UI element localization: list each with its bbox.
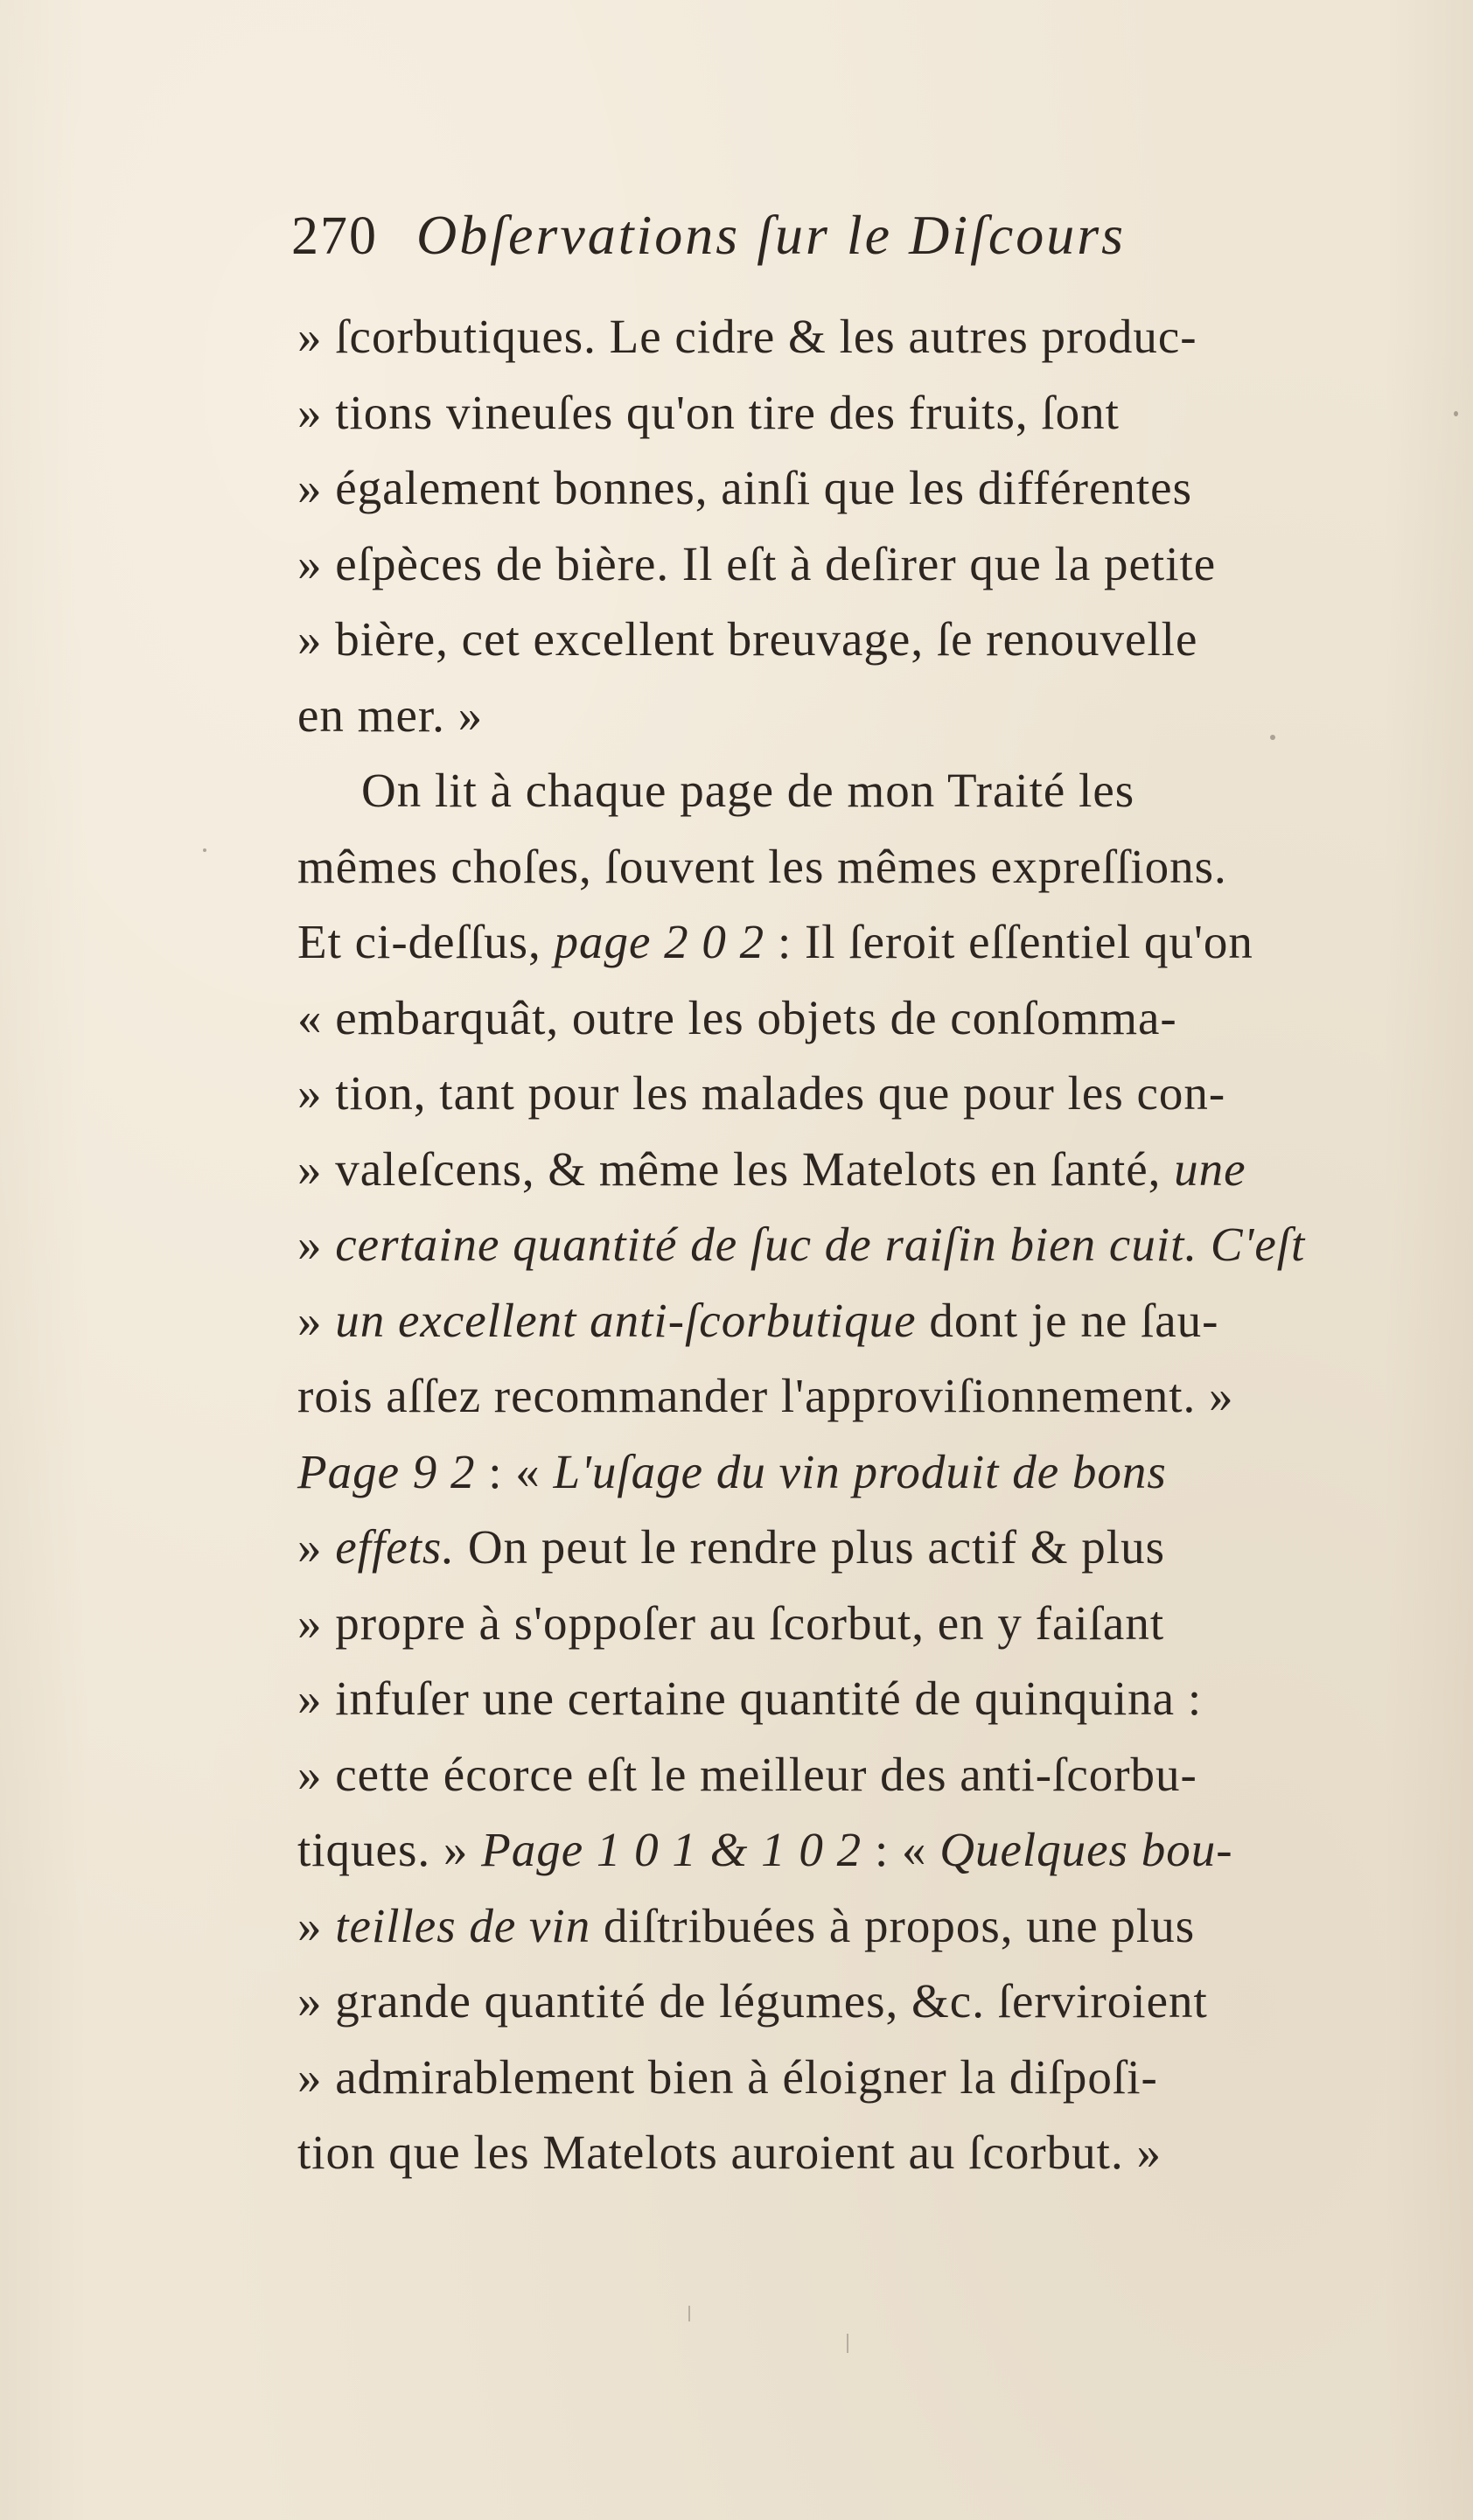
text-line xyxy=(297,1661,1347,1737)
italic-segment: Quelques bou- xyxy=(939,1823,1233,1876)
italic-segment: page 2 0 2 xyxy=(554,915,765,968)
text-segment: » valeſcens, & même les Matelots en ſanté, xyxy=(297,1141,1175,1196)
text-line xyxy=(297,1586,1347,1662)
text-segment: « embarquât, outre les objets de conſomma- xyxy=(297,990,1177,1044)
text-line xyxy=(297,1132,1347,1208)
text-line xyxy=(297,375,1347,451)
text-segment: » cette écorce eſt le meilleur des anti-ſcorbu- xyxy=(297,1747,1197,1801)
text-segment: » xyxy=(297,1898,336,1952)
text-segment: : Il ſeroit eſſentiel qu'on xyxy=(764,915,1253,968)
italic-segment: teilles de vin xyxy=(335,1898,591,1952)
text-segment: » xyxy=(297,1218,336,1271)
text-segment: » infuſer une certaine quantité de quinquina : xyxy=(297,1672,1203,1725)
text-line xyxy=(297,1207,1347,1283)
text-segment: On lit à chaque page de mon Traité les xyxy=(361,764,1135,817)
text-line xyxy=(297,602,1347,678)
text-segment: rois aſſez recommander l'approviſionnement. » xyxy=(297,1369,1234,1422)
text-segment: » admirablement bien à éloigner la diſpoſi- xyxy=(297,2049,1158,2104)
italic-segment: certaine quantité de ſuc de raiſin bien cuit. C'eſt xyxy=(335,1218,1306,1271)
paper-speck xyxy=(1270,735,1275,740)
italic-segment: Page 9 2 xyxy=(297,1444,476,1498)
text-segment: » xyxy=(297,1293,336,1347)
text-segment: » propre à s'oppoſer au ſcorbut, en y faiſant xyxy=(297,1595,1165,1650)
text-segment: dont je ne ſau- xyxy=(916,1293,1219,1347)
text-segment: » grande quantité de légumes, &c. ſerviroient xyxy=(297,1974,1208,2028)
text-segment: en mer. » xyxy=(297,688,484,742)
text-segment: tion que les Matelots auroient au ſcorbut. » xyxy=(297,2126,1162,2179)
text-segment: mêmes choſes, ſouvent les mêmes expreſſions. xyxy=(297,839,1227,893)
text-line xyxy=(297,1964,1347,2040)
text-segment: : « xyxy=(475,1444,554,1498)
italic-segment: effets. xyxy=(335,1520,456,1574)
text-line xyxy=(297,753,1347,829)
italic-segment: un excellent anti-ſcorbutique xyxy=(335,1293,917,1347)
page-header xyxy=(291,203,1183,282)
text-line xyxy=(297,829,1347,905)
text-segment: » tions vineuſes qu'on tire des fruits, ſont xyxy=(297,385,1120,439)
text-line xyxy=(297,527,1347,603)
paper-speck xyxy=(1454,411,1458,416)
text-line xyxy=(297,450,1347,527)
text-segment: » xyxy=(297,1520,336,1574)
gutter-mark xyxy=(847,2334,848,2353)
text-segment: » également bonnes, ainſi que les différentes xyxy=(297,461,1192,514)
text-segment: » ſcorbutiques. Le cidre & les autres produc- xyxy=(297,310,1197,363)
paper-speck xyxy=(203,848,206,852)
italic-segment: L'uſage du vin produit de bons xyxy=(553,1444,1167,1498)
text-line xyxy=(297,1283,1347,1359)
text-line xyxy=(297,2115,1347,2191)
text-line xyxy=(297,1888,1347,1965)
text-line xyxy=(297,981,1347,1057)
text-line xyxy=(297,1737,1347,1813)
italic-segment: une xyxy=(1174,1141,1246,1196)
text-segment: » tion, tant pour les malades que pour les con- xyxy=(297,1066,1226,1120)
text-line xyxy=(297,299,1347,375)
text-line xyxy=(297,1510,1347,1586)
text-line xyxy=(297,1435,1347,1511)
text-segment: : « xyxy=(862,1823,940,1876)
text-segment: » eſpèces de bière. Il eſt à deſirer que la petite xyxy=(297,536,1217,590)
gutter-mark xyxy=(688,2306,690,2321)
text-segment: tiques. » xyxy=(297,1823,482,1876)
text-segment: On peut le rendre plus actif & plus xyxy=(455,1520,1165,1574)
text-line xyxy=(297,2040,1347,2116)
text-line xyxy=(297,1358,1347,1435)
running-title: Obſervations ſur le Diſcours xyxy=(416,204,1127,266)
text-segment: » bière, cet excellent breuvage, ſe renouvelle xyxy=(297,612,1198,666)
italic-segment: Page 1 0 1 & 1 0 2 xyxy=(481,1823,862,1876)
body-text xyxy=(297,299,1347,2191)
text-line xyxy=(297,904,1347,981)
page-number: 270 xyxy=(291,206,378,266)
text-line xyxy=(297,678,1347,754)
text-line xyxy=(297,1056,1347,1132)
text-segment: Et ci-deſſus, xyxy=(297,915,555,968)
text-segment: diſtribuées à propos, une plus xyxy=(590,1898,1196,1952)
text-line xyxy=(297,1812,1347,1888)
